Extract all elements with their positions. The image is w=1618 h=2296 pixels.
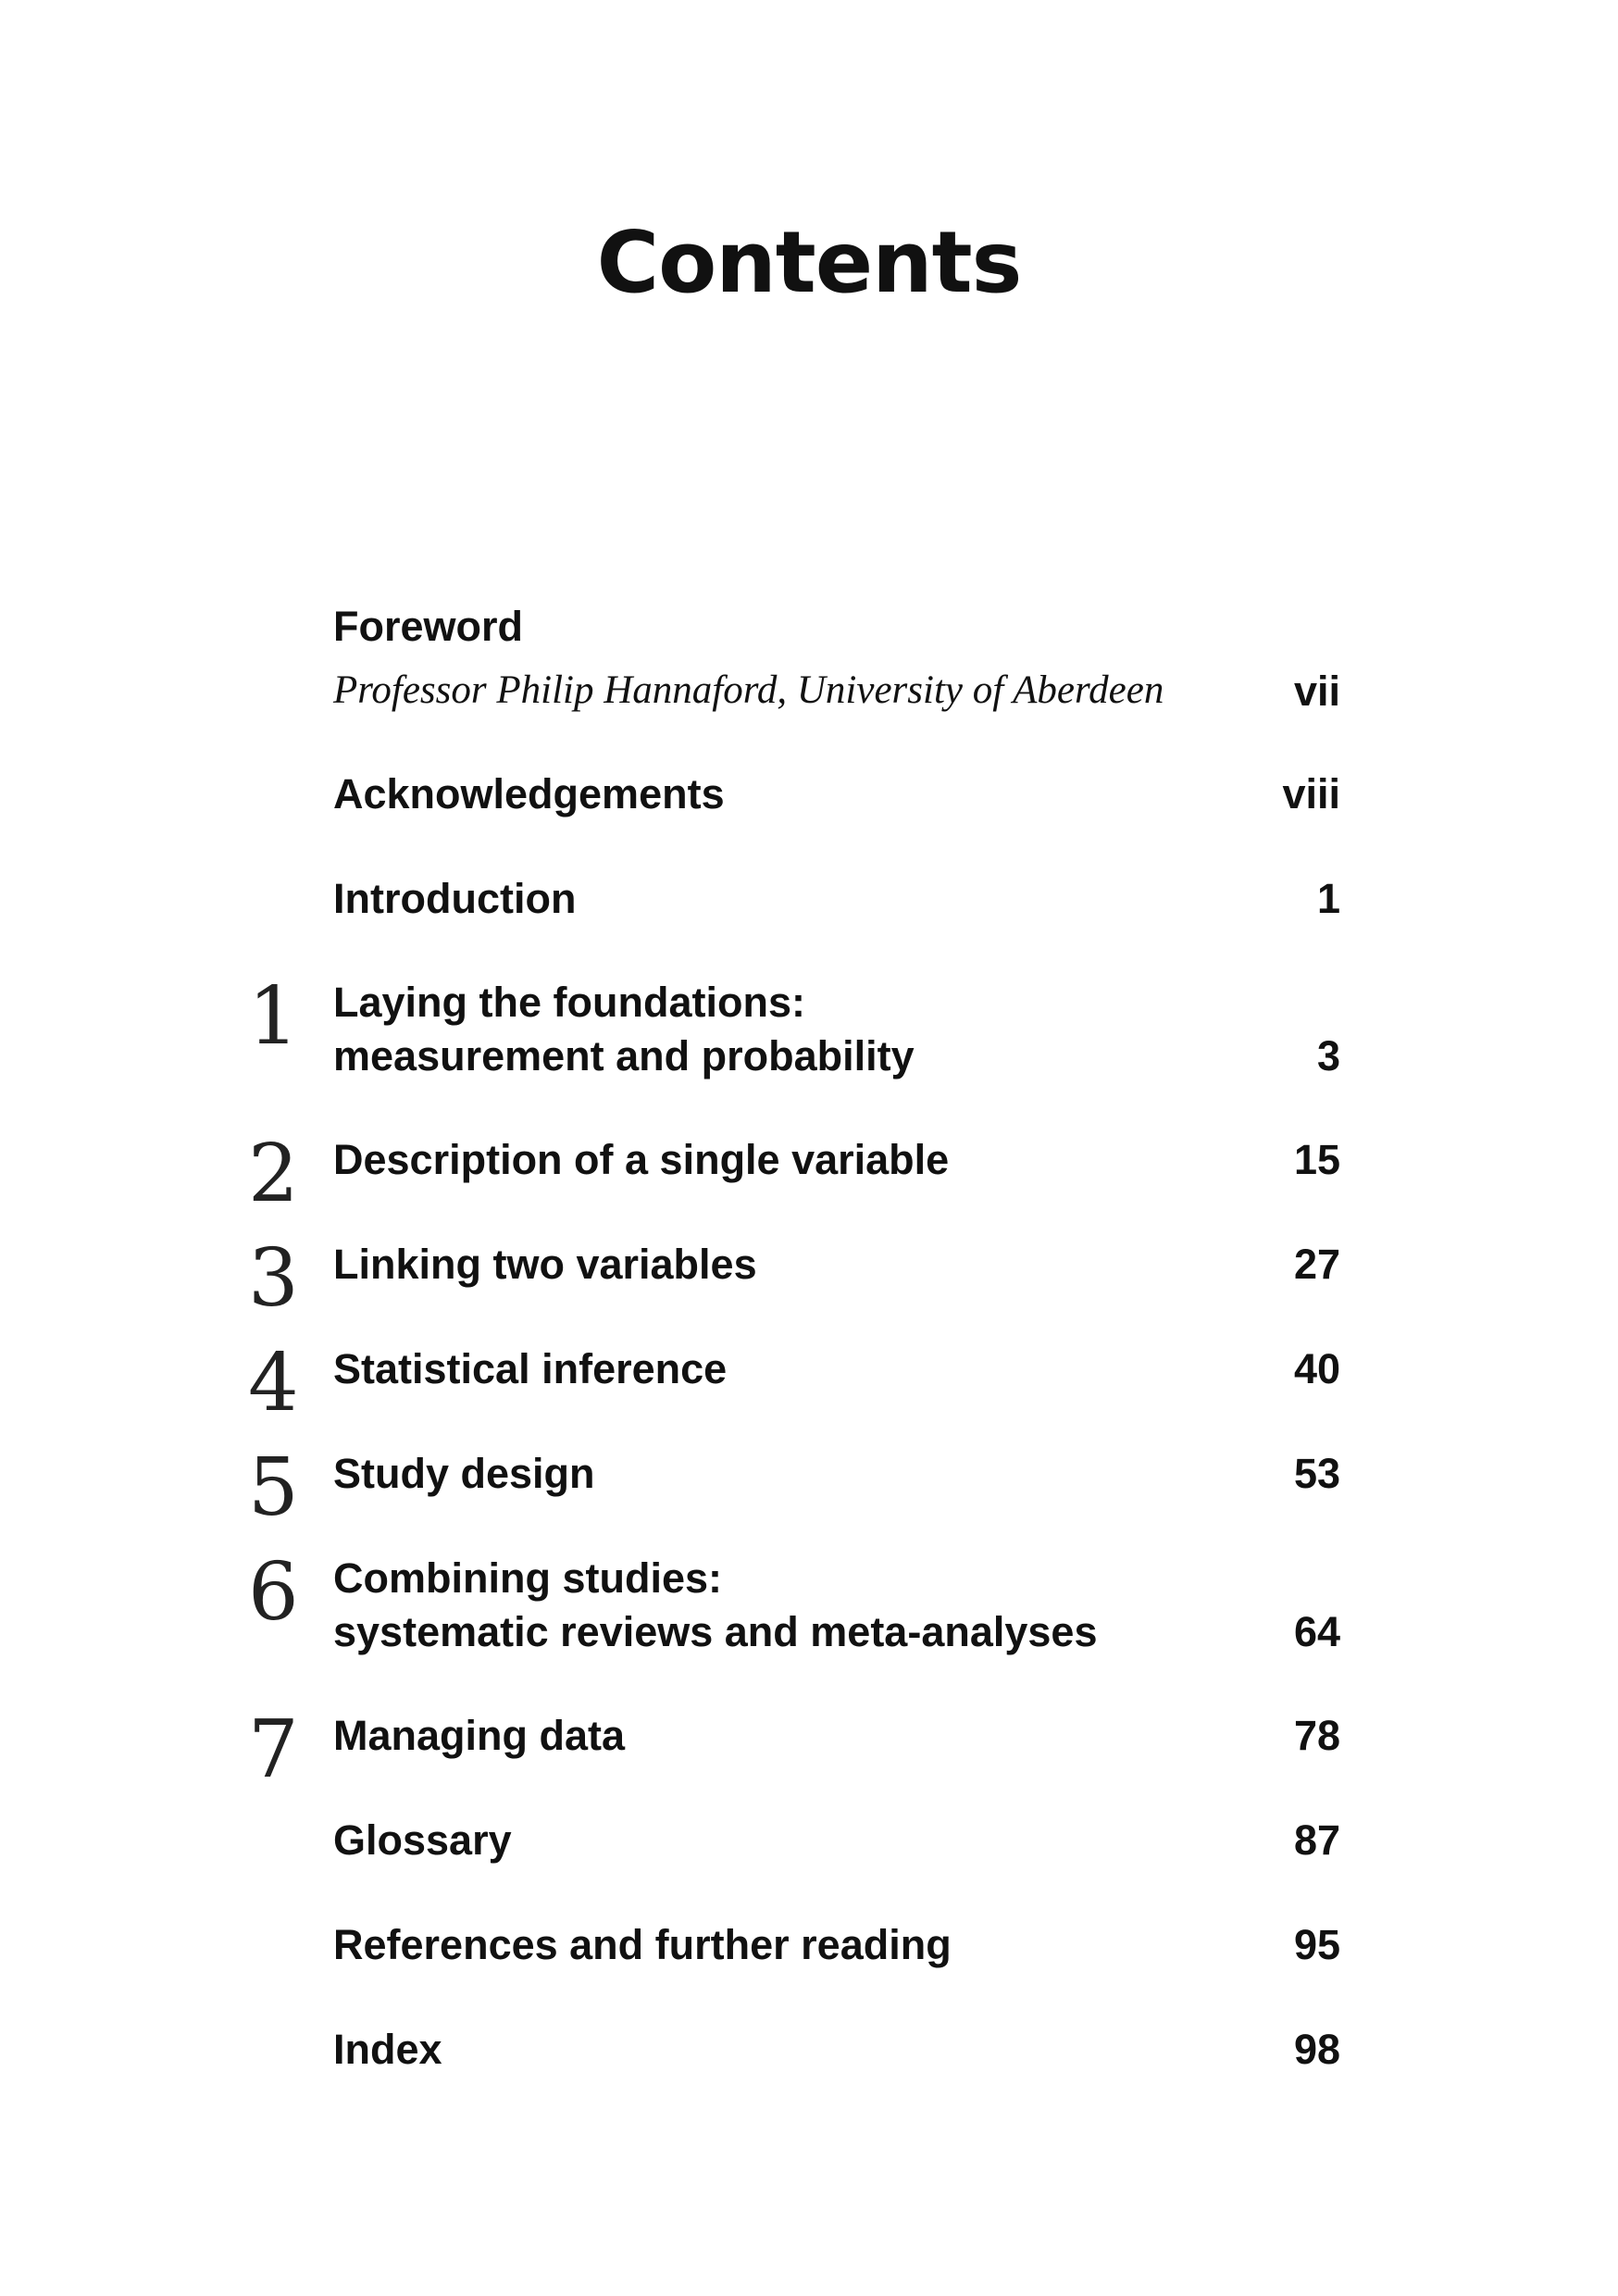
toc-entry-title: Foreword: [333, 603, 524, 650]
toc-entry-title: Introduction: [333, 875, 577, 922]
toc-entry-title: Acknowledgements: [333, 770, 725, 817]
toc-entry-title: Linking two variables: [333, 1241, 757, 1288]
toc-page-number: 1: [1316, 875, 1340, 922]
chapter-number: 6: [248, 1546, 299, 1639]
toc-entry-title: Description of a single variable: [333, 1136, 950, 1183]
toc-page-number: 78: [1293, 1712, 1340, 1759]
toc-page-number: 98: [1293, 2026, 1340, 2073]
chapter-number: 3: [248, 1232, 299, 1325]
chapter-number: 4: [248, 1337, 299, 1429]
toc-entry-title-line1: Combining studies:: [333, 1554, 722, 1602]
toc-page-number: viii: [1282, 770, 1340, 817]
toc-entry-subtitle: Professor Philip Hannaford, University of Aberdeen: [333, 668, 1164, 712]
toc-entry-title: Glossary: [333, 1816, 512, 1864]
toc-page-number: 3: [1316, 1032, 1340, 1079]
toc-page-number: 53: [1293, 1450, 1340, 1497]
toc-entry-title-line1: Laying the foundations:: [333, 979, 805, 1026]
chapter-number: 1: [248, 970, 299, 1063]
chapter-number: 7: [248, 1703, 299, 1796]
toc-page-number: 40: [1293, 1345, 1340, 1392]
toc-page-number: vii: [1293, 668, 1340, 715]
toc-entry-title: References and further reading: [333, 1921, 952, 1968]
toc-page-number: 95: [1293, 1921, 1340, 1968]
toc-page-number: 64: [1293, 1608, 1340, 1655]
toc-entry-title-line2: measurement and probability: [333, 1032, 915, 1079]
chapter-number: 5: [248, 1441, 299, 1534]
toc-page-number: 27: [1293, 1241, 1340, 1288]
toc-entry-title: Study design: [333, 1450, 595, 1497]
toc-entry-title: Statistical inference: [333, 1345, 728, 1392]
toc-page-number: 15: [1293, 1136, 1340, 1183]
toc-entry-title: Managing data: [333, 1712, 626, 1759]
page-title: Contents: [596, 213, 1022, 312]
toc-entry-title: Index: [333, 2026, 442, 2073]
toc-entry-title-line2: systematic reviews and meta-analyses: [333, 1608, 1098, 1655]
chapter-number: 2: [248, 1128, 299, 1220]
toc-page-number: 87: [1293, 1816, 1340, 1864]
